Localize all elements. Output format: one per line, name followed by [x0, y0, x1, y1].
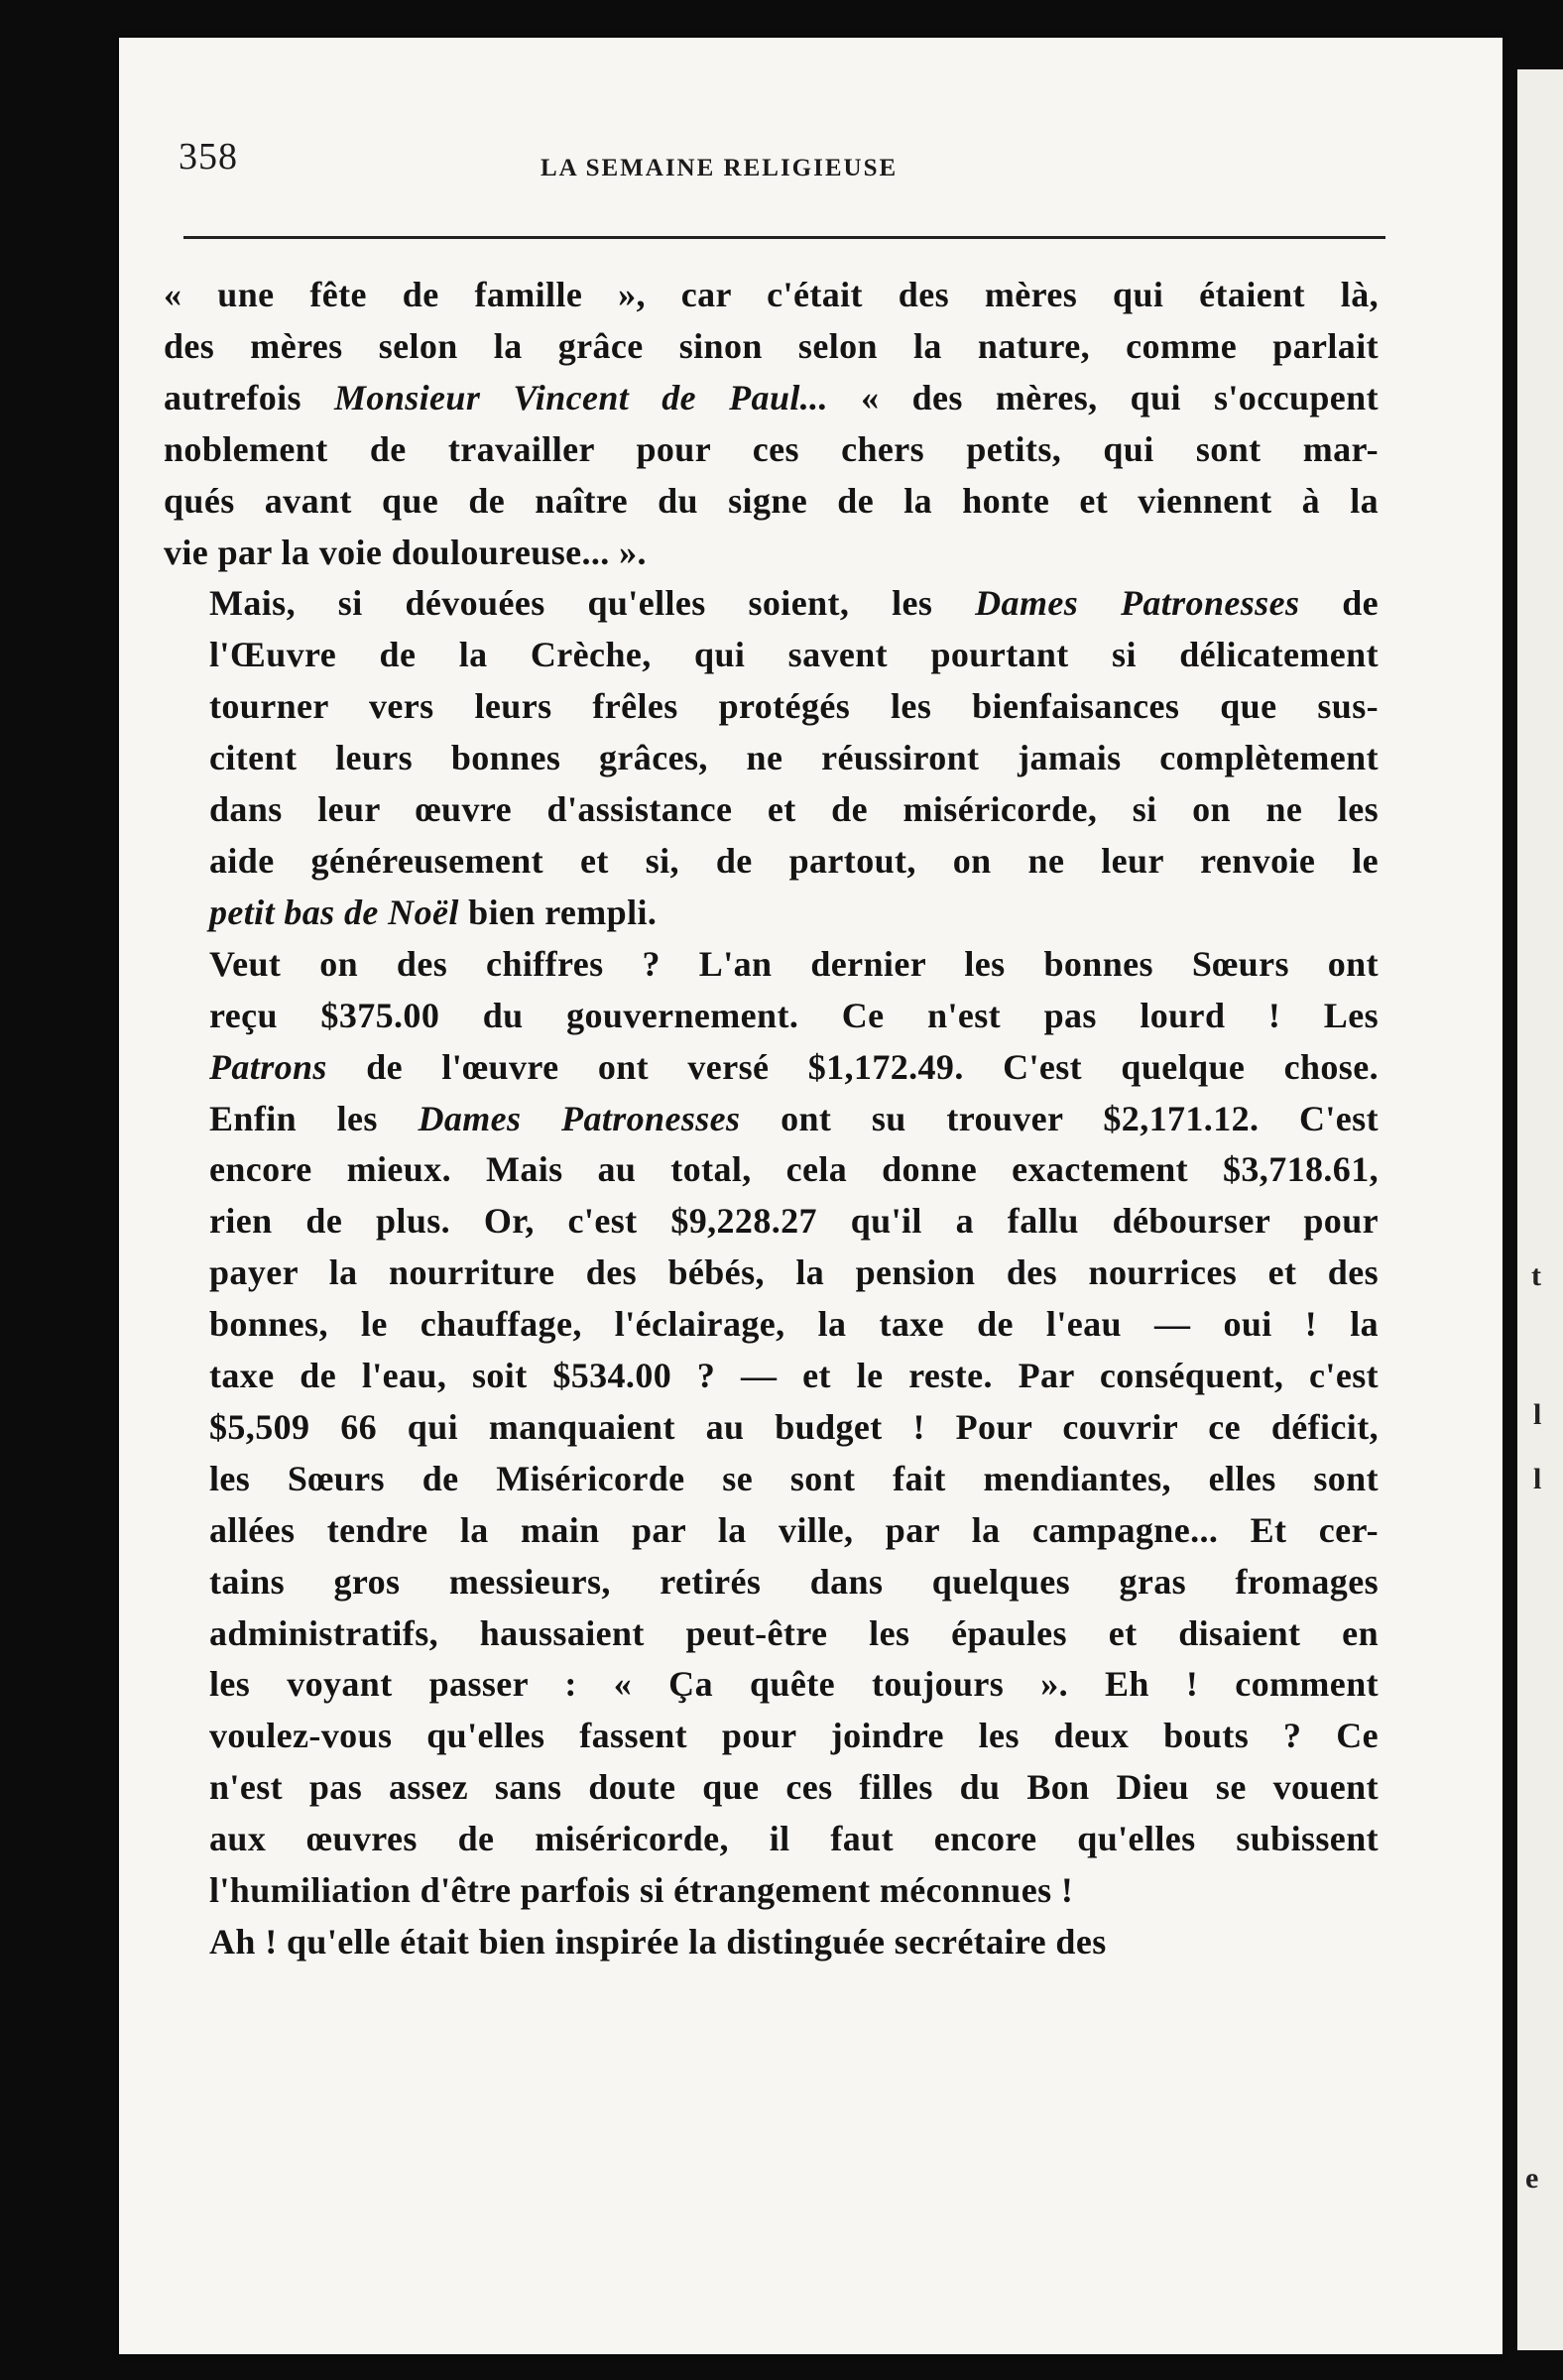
- paragraph: [164, 1917, 1379, 1968]
- text-line: Patrons de l'œuvre ont versé $1,172.49. C'est quelque chose.: [209, 1046, 1379, 1087]
- page-number: 358: [179, 136, 238, 178]
- text-line: aux œuvres de miséricorde, il faut encore qu'elles subissent: [209, 1819, 1379, 1859]
- facing-page-fragment: l: [1533, 1463, 1542, 1495]
- text-line: administratifs, haussaient peut-être les épaules et disaient en: [209, 1612, 1379, 1653]
- paragraph: [164, 578, 1379, 938]
- text-line: $5,509 66 qui manquaient au budget ! Pour couvrir ce déficit,: [209, 1406, 1379, 1447]
- facing-page-fragment: t: [1531, 1259, 1541, 1292]
- text-line: des mères selon la grâce sinon selon la nature, comme parlait: [164, 325, 1379, 366]
- text-line: rien de plus. Or, c'est $9,228.27 qu'il a fallu débourser pour: [209, 1201, 1379, 1242]
- header-rule: [183, 236, 1385, 239]
- text-line: reçu $375.00 du gouvernement. Ce n'est pas lourd ! Les: [209, 995, 1379, 1035]
- text-line: dans leur œuvre d'assistance et de miséricorde, si on ne les: [209, 789, 1379, 830]
- text-line: noblement de travailler pour ces chers petits, qui sont mar-: [164, 428, 1379, 469]
- text-line: encore mieux. Mais au total, cela donne exactement $3,718.61,: [209, 1149, 1379, 1190]
- text-line: payer la nourriture des bébés, la pension des nourrices et des: [209, 1252, 1379, 1293]
- running-title: LA SEMAINE RELIGIEUSE: [541, 155, 899, 181]
- body-text: [164, 270, 1379, 1968]
- facing-page-fragment: e: [1525, 2162, 1539, 2195]
- italic-phrase: petit bas de Noël: [209, 892, 459, 932]
- text-line: qués avant que de naître du signe de la honte et viennent à la: [164, 480, 1379, 521]
- text-line: citent leurs bonnes grâces, ne réussiront jamais complètement: [209, 738, 1379, 778]
- italic-phrase: Monsieur Vincent de Paul...: [334, 377, 828, 417]
- text-line: tourner vers leurs frêles protégés les bienfaisances que sus-: [209, 686, 1379, 727]
- text-line: Veut on des chiffres ? L'an dernier les bonnes Sœurs ont: [209, 943, 1379, 984]
- text-line: tains gros messieurs, retirés dans quelques gras fromages: [209, 1561, 1379, 1602]
- text-line: Mais, si dévouées qu'elles soient, les Dames Patronesses de: [209, 583, 1379, 624]
- text-line: petit bas de Noël bien rempli.: [209, 892, 658, 932]
- facing-page-edge: [1517, 69, 1563, 2350]
- text-line: Enfin les Dames Patronesses ont su trouver $2,171.12. C'est: [209, 1098, 1379, 1138]
- text-line: taxe de l'eau, soit $534.00 ? — et le reste. Par conséquent, c'est: [209, 1356, 1379, 1396]
- italic-phrase: Dames Patronesses: [975, 583, 1300, 624]
- text-line: n'est pas assez sans doute que ces filles du Bon Dieu se vouent: [209, 1767, 1379, 1808]
- text-line: aide généreusement et si, de partout, on ne leur renvoie le: [209, 840, 1379, 881]
- text-line: les Sœurs de Miséricorde se sont fait mendiantes, elles sont: [209, 1458, 1379, 1498]
- paragraph: [164, 270, 1379, 578]
- text-line: « une fête de famille », car c'était des mères qui étaient là,: [164, 275, 1379, 314]
- text-line: vie par la voie douloureuse... ».: [164, 532, 647, 572]
- facing-page-fragment: l: [1533, 1398, 1542, 1431]
- text-line: autrefois Monsieur Vincent de Paul... « des mères, qui s'occupent: [164, 377, 1379, 417]
- paragraph: [164, 939, 1379, 1917]
- text-line: l'Œuvre de la Crèche, qui savent pourtant si délicatement: [209, 635, 1379, 675]
- page-header: [179, 129, 1383, 188]
- text-line: bonnes, le chauffage, l'éclairage, la taxe de l'eau — oui ! la: [209, 1304, 1379, 1345]
- text-line: allées tendre la main par la ville, par la campagne... Et cer-: [209, 1509, 1379, 1550]
- text-line: voulez-vous qu'elles fassent pour joindre les deux bouts ? Ce: [209, 1716, 1379, 1756]
- italic-phrase: Patrons: [209, 1046, 327, 1087]
- italic-phrase: Dames Patronesses: [418, 1098, 741, 1138]
- text-line: Ah ! qu'elle était bien inspirée la distinguée secrétaire des: [209, 1922, 1107, 1962]
- text-line: l'humiliation d'être parfois si étrangement méconnues !: [209, 1870, 1074, 1911]
- text-line: les voyant passer : « Ça quête toujours ». Eh ! comment: [209, 1664, 1379, 1705]
